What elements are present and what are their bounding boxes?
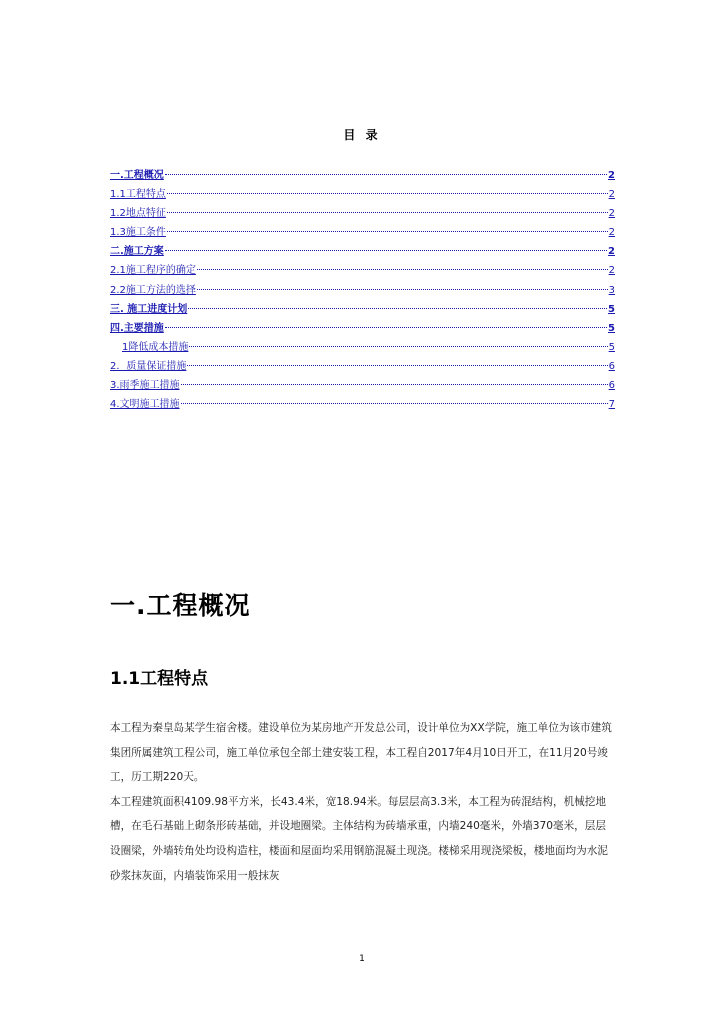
toc-entry-label: 1降低成本措施 xyxy=(122,341,189,353)
toc-entry-label: 二.施工方案 xyxy=(110,246,164,258)
toc-entry-page: 2 xyxy=(608,208,615,220)
toc-dot-leader xyxy=(167,193,608,194)
subsection-heading: 1.1工程特点 xyxy=(110,669,209,689)
toc-dot-leader xyxy=(188,308,607,309)
toc-entry[interactable] xyxy=(110,261,615,280)
toc-entry[interactable] xyxy=(110,319,615,338)
toc-entry-page: 3 xyxy=(608,284,615,296)
toc-entry-page: 6 xyxy=(608,360,615,372)
toc-entry-label: 一.工程概况 xyxy=(110,170,164,181)
toc-entry[interactable] xyxy=(110,223,615,242)
toc-entry[interactable] xyxy=(110,376,615,395)
toc-entry-page: 5 xyxy=(608,322,615,334)
toc-dot-leader xyxy=(165,327,607,328)
toc-dot-leader xyxy=(167,231,608,232)
toc-entry-label: 2.1施工程序的确定 xyxy=(110,265,196,277)
toc-entry-label: 1.2地点特征 xyxy=(110,208,166,220)
section-heading: 一.工程概况 xyxy=(110,591,251,620)
toc-entry[interactable] xyxy=(110,395,615,414)
toc-entry-label: 2．质量保证措施 xyxy=(110,360,187,372)
toc-entry[interactable] xyxy=(110,204,615,223)
toc-dot-leader xyxy=(167,212,608,213)
toc-dot-leader xyxy=(187,365,607,366)
toc-dot-leader xyxy=(197,289,608,290)
toc-entry-label: 四.主要措施 xyxy=(110,322,164,334)
body-text xyxy=(110,716,616,888)
toc-entry-page: 2 xyxy=(608,170,615,181)
toc-entry[interactable] xyxy=(110,300,615,319)
toc-entry[interactable] xyxy=(110,166,615,185)
paragraph: 本工程为秦皇岛某学生宿舍楼。建设单位为某房地产开发总公司，设计单位为XX学院，施工单位为该市建筑集团所属建筑工程公司，施工单位承包全部土建安装工程，本工程自2017年4月10日开工，在11月20号竣工，历工期220天。 xyxy=(110,722,612,784)
toc-entry-label: 1.1工程特点 xyxy=(110,189,166,201)
toc-dot-leader xyxy=(197,269,608,270)
toc-entry[interactable] xyxy=(110,281,615,300)
toc-title: 目 录 xyxy=(343,128,381,142)
toc-entry-page: 6 xyxy=(608,380,615,392)
toc-entry-page: 5 xyxy=(608,303,615,315)
toc-entry-label: 4.文明施工措施 xyxy=(110,399,180,411)
toc-entry-label: 三. 施工进度计划 xyxy=(110,303,188,315)
toc-dot-leader xyxy=(181,384,608,385)
toc-entry-page: 2 xyxy=(608,246,615,258)
toc-dot-leader xyxy=(165,250,607,251)
page-number: 1 xyxy=(359,954,365,964)
toc-entry-page: 2 xyxy=(608,227,615,239)
toc-dot-leader xyxy=(189,346,607,347)
toc-entry-page: 7 xyxy=(608,399,615,411)
toc-entry-label: 1.3施工条件 xyxy=(110,227,166,239)
toc-entry-label: 2.2施工方法的选择 xyxy=(110,284,196,296)
toc-entry[interactable] xyxy=(110,338,615,357)
toc-dot-leader xyxy=(181,403,608,404)
toc-dot-leader xyxy=(165,174,607,175)
toc-entry[interactable] xyxy=(110,357,615,376)
toc-entry-page: 2 xyxy=(608,189,615,201)
toc-entry-page: 5 xyxy=(608,341,615,353)
toc-entry-label: 3.雨季施工措施 xyxy=(110,380,180,392)
toc-entry[interactable] xyxy=(110,185,615,204)
table-of-contents xyxy=(110,166,615,414)
paragraph: 本工程建筑面积4109.98平方米，长43.4米，宽18.94米。每层层高3.3米，本工程为砖混结构，机械挖地槽，在毛石基础上砌条形砖基础，并设地圈梁。主体结构为砖墙承重，内墙240毫米，外墙370毫米，层层设圈梁，外墙转角处均设构造柱，楼面和屋面均采用钢筋混凝土现浇。楼梯采用现浇梁板，楼地面均为水泥砂浆抹灰面，内墙装饰采用一般抹灰 xyxy=(110,795,608,882)
toc-entry[interactable] xyxy=(110,242,615,261)
toc-entry-page: 2 xyxy=(608,265,615,277)
